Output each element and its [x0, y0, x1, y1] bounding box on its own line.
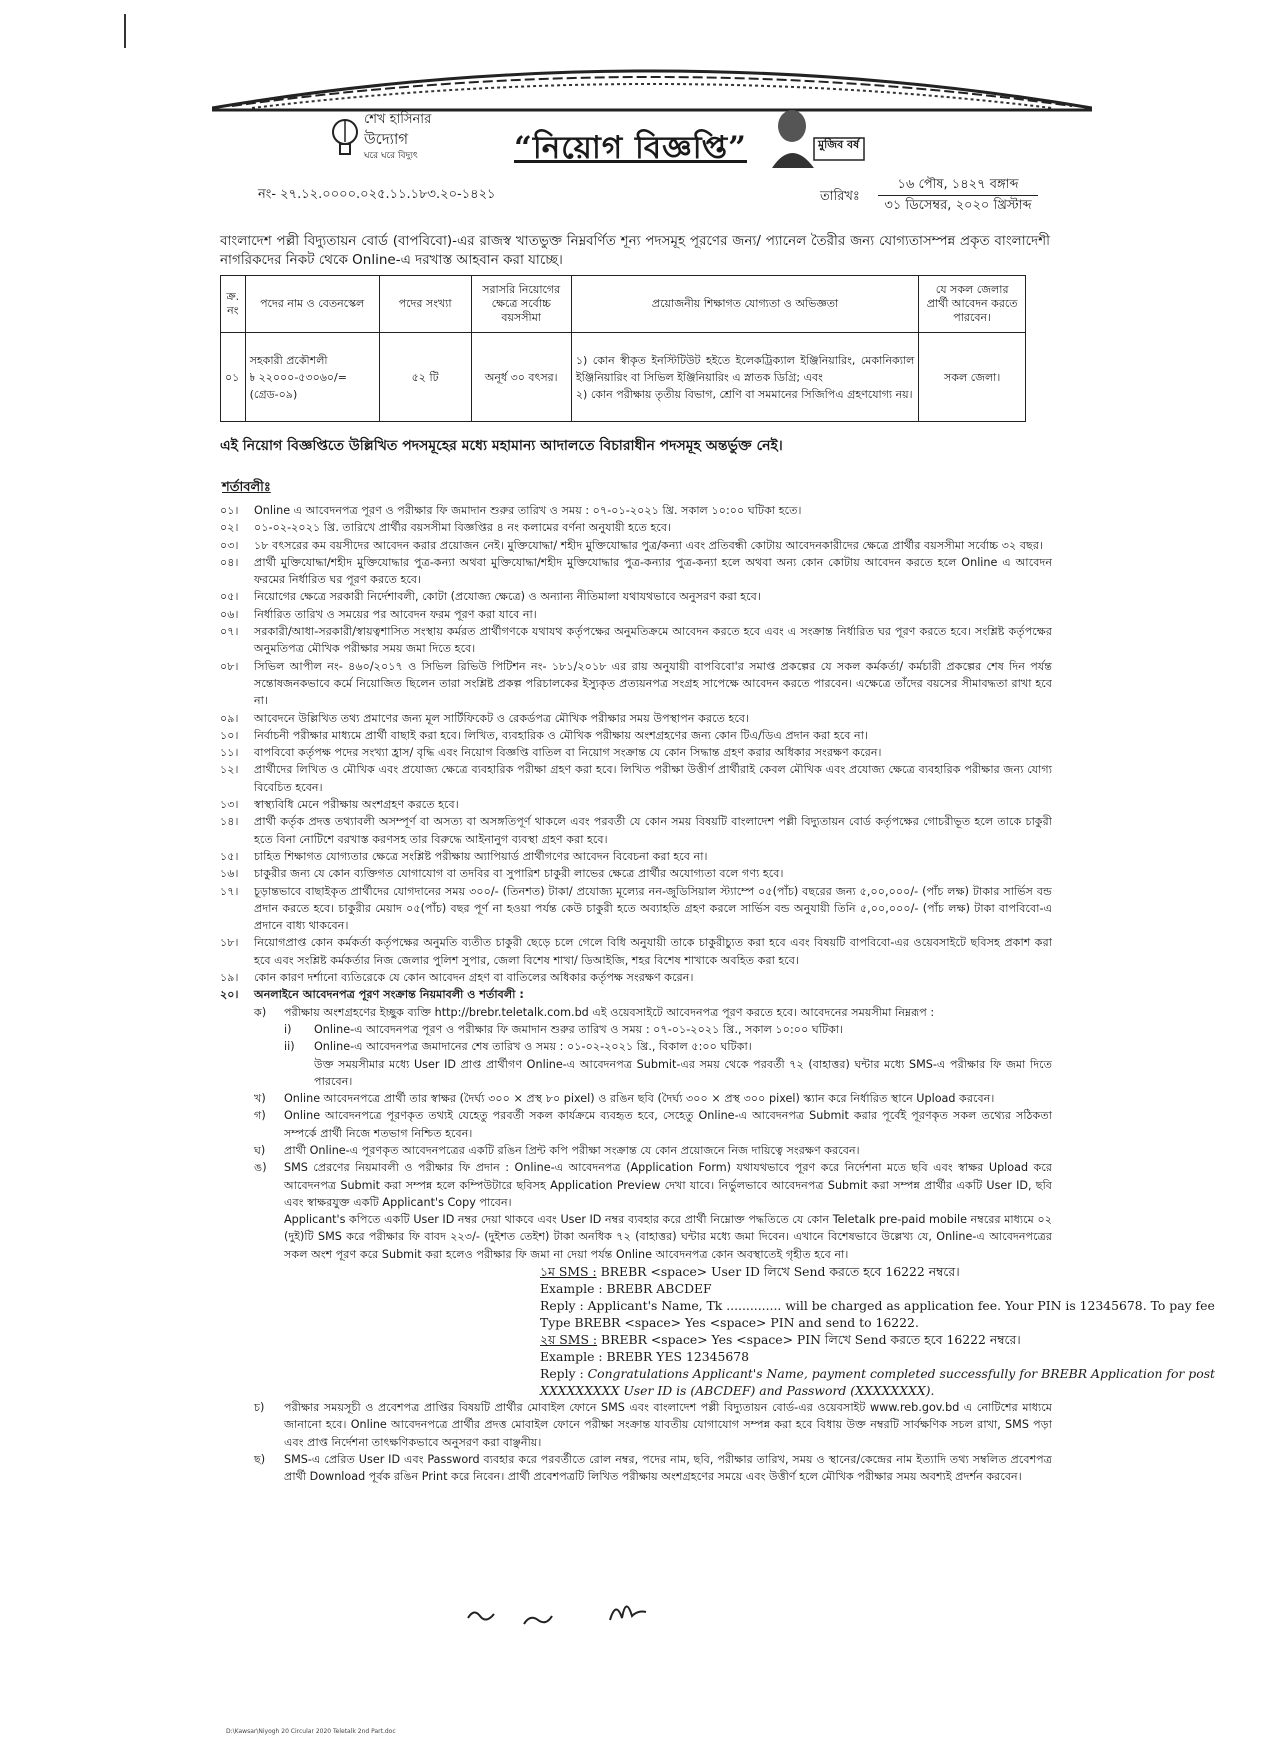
item-number: ii) [284, 1040, 295, 1054]
item-text: নির্ধারিত তারিখ ও সময়ের পর আবেদন ফরম পূরণ করা যাবে না। [254, 607, 537, 621]
logo-text-1: শেখ হাসিনার [364, 112, 432, 127]
col-serial: ক্র. নং [221, 276, 246, 333]
online-rule-ga [254, 1107, 1052, 1142]
sms-2-text: BREBR <space> Yes <space> PIN লিখে Send করতে হবে 16222 নম্বরে। [601, 1332, 1021, 1348]
sms-1-reply: Reply : Applicant's Name, Tk .............. will be charged as application fee. Your PIN is 12345678. To pay fee Type BREBR <space> Yes <space> PIN and send to 16222. [540, 1298, 1215, 1331]
intro-paragraph: বাংলাদেশ পল্লী বিদ্যুতায়ন বোর্ড (বাপবিবো)-এর রাজস্ব খাতভুক্ত নিম্নবর্ণিত শূন্য পদসমূহ পূরণের জন্য/ প্যানেল তৈরীর জন্য যোগ্যতাসম্পন্ন প্রকৃত বাংলাদেশী নাগরিকদের নিকট থেকে Online-এ দরখাস্ত আহবান করা যাচ্ছে। [220, 233, 1050, 268]
logo-text-3: ঘরে ঘরে বিদ্যুৎ [364, 151, 418, 161]
list-item [220, 502, 1052, 519]
list-item [220, 727, 1052, 744]
cell-age-limit: অনূর্ধ ৩০ বৎসর। [471, 333, 571, 422]
item-text: নিয়োগের ক্ষেত্রে সরকারী নির্দেশাবলী, কোটা (প্রযোজ্য ক্ষেত্রে) ও অন্যান্য নীতিমালা যথাযথভাবে অনুসরণ করা হবে। [254, 590, 761, 604]
online-rule-uma-2 [254, 1211, 1052, 1263]
item-text: স্বাস্থ্যবিধি মেনে পরীক্ষায় অংশগ্রহণ করতে হবে। [254, 798, 459, 812]
item-text: Applicant's কপিতে একটি User ID নম্বর দেয়া থাকবে এবং User ID নম্বর ব্যবহার করে প্রার্থী নিম্নোক্ত পদ্ধতিতে যে কোন Teletalk pre-paid mobile নম্বরের মাধ্যমে ০২ (দুই)টি SMS করে পরীক্ষার ফি বাবদ ২২৩/- (দুইশত তেইশ) টাকা অনধিক ৭২ (বাহাত্তর) ঘন্টার মধ্যে জমা দিবেন। এখানে বিশেষভাবে উল্লেখ্য যে, Online-এ আবেদনপত্রের সকল অংশ পূরণ করে Submit করা হলেও পরীক্ষার ফি জমা না দেয়া পর্যন্ত Online আবেদনপত্র কোন অবস্থাতেই গৃহীত হবে না। [284, 1213, 1052, 1261]
sms-2-reply-text: Congratulations Applicant's Name, payment completed successfully for BREBR Application for post XXXXXXXXX User ID is (ABCDEF) and Password (XXXXXXXX). [540, 1366, 1216, 1399]
margin-line [124, 14, 126, 48]
col-post-count: পদের সংখ্যা [379, 276, 471, 333]
item-number: ০১। [220, 504, 239, 517]
header-banner-graphic [212, 44, 1092, 114]
item-number: ০৬। [220, 607, 239, 621]
cell-districts: সকল জেলা। [919, 333, 1026, 422]
item-text: আবেদনে উল্লিখিত তথ্য প্রমাণের জন্য মূল সার্টিফিকেট ও রেকর্ডপত্র মৌখিক পরীক্ষার সময় উপস্থাপন করতে হবে। [254, 711, 750, 725]
conditions-list [220, 502, 1216, 1486]
item-text: চাহিত শিক্ষাগত যোগ্যতার ক্ষেত্রে সংশ্লিষ্ট পরীক্ষায় অ্যাপিয়ার্ড প্রার্থীগণের আবেদন বিবেচনা করা হবে না। [254, 849, 708, 863]
item-number: ০৭। [220, 625, 239, 639]
item-text: ০১-০২-২০২১ খ্রি. তারিখে প্রার্থীর বয়সসীমা বিজ্ঞপ্তির ৪ নং কলামের বর্ণনা অনুযায়ী হতে হবে। [254, 521, 672, 535]
item-number: ১২। [220, 763, 239, 777]
footer-file-path: D:\Kawsar\Niyogh 20 Circular 2020 Teletalk 2nd Part.doc [226, 1728, 396, 1735]
bulb-icon [330, 114, 360, 164]
item-number: ছ) [254, 1452, 266, 1466]
col-districts: যে সকল জেলার প্রার্থী আবেদন করতে পারবেন। [919, 276, 1026, 333]
item-text: নিয়োগপ্রাপ্ত কোন কর্মকর্তা কর্তৃপক্ষের অনুমতি ব্যতীত চাকুরী ছেড়ে চলে গেলে বিধি অনুযায়ী তাকে চাকুরীচ্যুত করা হবে এবং বিষয়টি বাপবিবো-এর ওয়েবসাইটে ছবিসহ প্রকাশ করা হবে এবং সংশ্লিষ্ট কর্মকর্তার নিজ জেলার পুলিশ সুপার, জেলা বিশেষ শাখা/ ডিআইজি, শহর বিশেষ শাখাকে অবহিত করা হবে। [254, 936, 1052, 967]
date-bangla: ১৬ পৌষ, ১৪২৭ বঙ্গাব্দ [878, 175, 1038, 196]
item-number: ০৩। [220, 538, 239, 552]
item-number: ০৪। [220, 555, 239, 569]
list-item [220, 606, 1052, 623]
list-item [220, 554, 1052, 589]
sms-2-line [540, 1331, 1052, 1348]
post-name: সহকারী প্রকৌশলী [249, 353, 328, 367]
item-text: প্রার্থী Online-এ পূরণকৃত আবেদনপত্রের একটি রঙিন প্রিন্ট কপি পরীক্ষা সংক্রান্ত যে কোন প্রয়োজনে নিজ দায়িত্বে সংরক্ষণ করবেন। [284, 1143, 860, 1157]
item-text: প্রার্থী মুক্তিযোদ্ধা/শহীদ মুক্তিযোদ্ধার পুত্র-কন্যা অথবা মুক্তিযোদ্ধা/শহীদ মুক্তিযোদ্ধার পুত্র-কন্যার পুত্র-কন্যা হলে অথবা অন্য কোন কোটায় আবেদন করতে হলে Online এ আবেদন ফরমের নির্ধারিত ঘর পূরণ করতে হবে। [254, 555, 1052, 587]
sms-2-label: ২য় SMS : [540, 1332, 598, 1348]
list-item [220, 883, 1052, 935]
item-text: ১৮ বৎসরের কম বয়সীদের আবেদন করার প্রয়োজন নেই। মুক্তিযোদ্ধা/ শহীদ মুক্তিযোদ্ধার পুত্র/কন্যা এবং প্রতিবন্ধী কোটায় আবেদনকারীদের ক্ষেত্রে প্রার্থীর বয়সসীমা সর্বোচ্চ ৩২ বছর। [254, 538, 1043, 552]
list-item [220, 934, 1052, 969]
item-text: চাকুরীর জন্য যে কোন ব্যক্তিগত যোগাযোগ বা তদবির বা সুপারিশ চাকুরী লাভের ক্ষেত্রে প্রার্থীর অযোগ্যতা বলে গণ্য হবে। [254, 867, 784, 881]
item-text: Online এ আবেদনপত্র পূরণ ও পরীক্ষার ফি জমাদান শুরুর তারিখ ও সময় : ০৭-০১-২০২১ খ্রি. সকাল ১০:০০ ঘটিকা হতে। [254, 504, 802, 517]
item-text: পরীক্ষায় অংশগ্রহণের ইচ্ছুক ব্যক্তি http://brebr.teletalk.com.bd এই ওয়েবসাইটে আবেদনপত্র পূরণ করতে হবে। আবেদনের সময়সীমা নিম্নরূপ : [284, 1005, 935, 1019]
item-text: SMS প্রেরণের নিয়মাবলী ও পরীক্ষার ফি প্রদান : Online-এ আবেদনপত্র (Application Form) যথাযথভাবে পূরণ করে নির্দেশনা মতে ছবি এবং স্বাক্ষর Upload করে আবেদনপত্র Submit করা সম্পন্ন হলে কম্পিউটারে ছবিসহ Application Preview দেখা যাবে। নির্ভুলভাবে আবেদনপত্র Submit করা সম্পন্ন প্রার্থীর একটি User ID, ছবি এবং স্বাক্ষরযুক্ত একটি Applicant's Copy পাবেন। [284, 1161, 1052, 1209]
cell-qualification [571, 333, 918, 422]
item-text: Online আবেদনপত্রে পূরণকৃত তথ্যই যেহেতু পরবর্তী সকল কার্যক্রমে ব্যবহৃত হবে, সেহেতু Online-এ আবেদনপত্র Submit করার পূর্বেই পূরণকৃত সকল তথ্যের সঠিকতা সম্পর্কে প্রার্থী নিজে শতভাগ নিশ্চিত হবেন। [284, 1109, 1052, 1140]
sms-2-reply-label: Reply : [540, 1366, 584, 1382]
portrait-caption: মুজিব বর্ষ [818, 138, 860, 151]
online-rule-uma [254, 1159, 1052, 1211]
col-age-limit: সরাসরি নিয়োগের ক্ষেত্রে সর্বোচ্চ বয়সসীমা [471, 276, 571, 333]
item-number: ১৬। [220, 867, 239, 881]
grade: (গ্রেড-০৯) [249, 387, 298, 401]
list-item [220, 761, 1052, 796]
item-number: ১১। [220, 746, 239, 760]
sms-2-example: Example : BREBR YES 12345678 [540, 1349, 750, 1365]
item-number: ১৯। [220, 971, 239, 985]
item-text: বাপবিবো কর্তৃপক্ষ পদের সংখ্যা হ্রাস/ বৃদ্ধি এবং নিয়োগ বিজ্ঞপ্তি বাতিল বা নিয়োগ সংক্রান্ত যে কোন সিদ্ধান্ত গ্রহণ করার অধিকার সংরক্ষণ করেন। [254, 746, 882, 760]
item-number: চ) [254, 1401, 265, 1415]
item-number: i) [284, 1022, 292, 1036]
item-number: ১৪। [220, 815, 239, 829]
cell-post-name [245, 333, 379, 422]
online-rule-cha [254, 1399, 1052, 1451]
item-number: ক) [254, 1005, 267, 1019]
item-number: ২০। [220, 988, 239, 1002]
online-rule-gha [254, 1142, 1052, 1159]
table-header-row [221, 276, 1026, 333]
item-text: সিভিল আপীল নং- ৪৬০/২০১৭ ও সিভিল রিভিউ পিটিশন নং- ১৮১/২০১৮ এর রায় অনুযায়ী বাপবিবো'র সমাপ্ত প্রকল্পের যে সকল কর্মকর্তা/ কর্মচারী প্রকল্পের শেষ দিন পর্যন্ত সন্তোষজনকভাবে কর্মে নিয়োজিত ছিলেন তারা সংশ্লিষ্ট প্রকল্প পরিচালকের ইস্যুকৃত প্রত্যয়নপত্র সংগ্রহ সাপেক্ষে আবেদন করতে পারবেন। এক্ষেত্রে তাঁদের বয়সের সীমাবদ্ধতা রাখা হবে না। [254, 659, 1052, 708]
item-text: Online আবেদনপত্রে প্রার্থী তার স্বাক্ষর (দৈর্ঘ্য ৩০০ × প্রস্থ ৮০ pixel) ও রঙিন ছবি (দৈর্ঘ্য ৩০০ × প্রস্থ ৩০০ pixel) স্ক্যান করে নির্ধারিত স্থানে Upload করবেন। [284, 1092, 995, 1106]
online-rule-ii [284, 1038, 1052, 1055]
list-item [220, 588, 1052, 605]
item-number: খ) [254, 1092, 266, 1106]
cell-post-count: ৫২ টি [379, 333, 471, 422]
pay-scale: ৳ ২২০০০-৫৩০৬০/= [249, 370, 347, 384]
item-number: ঘ) [254, 1143, 266, 1157]
item-text: SMS-এ প্রেরিত User ID এবং Password ব্যবহার করে পরবর্তীতে রোল নম্বর, পদের নাম, ছবি, পরীক্ষার তারিখ, সময় ও স্থানের/কেন্দ্রের নাম ইত্যাদি তথ্য সম্বলিত প্রবেশপত্র প্রার্থী Download পূর্বক রঙিন Print করে নিবেন। প্রার্থী প্রবেশপত্রটি লিখিত পরীক্ষায় অংশগ্রহণের সময়ে এবং উত্তীর্ণ হলে মৌখিক পরীক্ষার সময় অবশ্যই প্রদর্শন করবেন। [284, 1452, 1052, 1484]
item-number: ঙ) [254, 1161, 267, 1175]
list-item [220, 813, 1052, 848]
list-item [220, 537, 1052, 554]
col-qualification: প্রয়োজনীয় শিক্ষাগত যোগ্যতা ও অভিজ্ঞতা [571, 276, 918, 333]
item-number: ১০। [220, 728, 239, 742]
online-rule-chha [254, 1451, 1052, 1486]
sms-1-example: Example : BREBR ABCDEF [540, 1281, 712, 1297]
qualification-1: ১) কোন স্বীকৃত ইনস্টিটিউট হইতে ইলেকট্রিক্যাল ইঞ্জিনিয়ারিং, মেকানিক্যাল ইঞ্জিনিয়ারিং বা সিভিল ইঞ্জিনিয়ারিং এ স্নাতক ডিগ্রি; এবং [575, 353, 915, 384]
sms-1-line [540, 1263, 1052, 1280]
item-number: ১৮। [220, 936, 239, 950]
sms-1-text: BREBR <space> User ID লিখে Send করতে হবে 16222 নম্বরে। [600, 1264, 960, 1280]
list-item [220, 865, 1052, 882]
item-text: প্রার্থী কর্তৃক প্রদত্ত তথ্যাবলী অসম্পূর্ণ বা অসত্য বা অসঙ্গতিপূর্ণ থাকলে এবং পরবর্তী যে কোন সময় বিষয়টি বাংলাদেশ পল্লী বিদ্যুতায়ন বোর্ড কর্তৃপক্ষের গোচরীভূত হলে তাকে চাকুরী হতে বিনা নোটিশে বরখাস্ত করণসহ তার বিরুদ্ধে আইনানুগ ব্যবস্থা গ্রহণ করা হবে। [254, 815, 1052, 846]
item-number: ০৫। [220, 590, 239, 604]
initials-signatures [460, 1590, 660, 1640]
item-number: ০৮। [220, 659, 239, 673]
item-text: চূড়ান্তভাবে বাছাইকৃত প্রার্থীদের যোগদানের সময় ৩০০/- (তিনশত) টাকা/ প্রযোজ্য মূল্যের নন-জুডিসিয়াল স্ট্যাম্পে ০৫(পাঁচ) বছরের জন্য ৫,০০,০০০/- (পাঁচ লক্ষ) টাকার সার্ভিস বন্ড প্রদান করতে হবে। চাকুরীর মেয়াদ ০৫(পাঁচ) বছর পূর্ণ না হওয়া পর্যন্ত কেউ চাকুরী হতে অব্যাহতি গ্রহণ করলে সার্ভিস বন্ড অনুযায়ী তিনি ৫,০০,০০০/- (পাঁচ লক্ষ) টাকা বাপবিবো-এ প্রদানে বাধ্য থাকবেন। [254, 884, 1052, 933]
item-number: ১৩। [220, 798, 239, 812]
list-item [220, 744, 1052, 761]
conditions-heading: শর্তাবলীঃ [222, 480, 271, 495]
list-item [220, 986, 1052, 1003]
online-rule-i [284, 1021, 1052, 1038]
list-item [220, 710, 1052, 727]
item-text: অনলাইনে আবেদনপত্র পূরণ সংক্রান্ত নিয়মাবলী ও শর্তাবলী : [254, 988, 524, 1002]
online-rule-kha [254, 1090, 1052, 1107]
item-number: ০২। [220, 521, 239, 535]
item-number: গ) [254, 1109, 266, 1123]
list-item [220, 623, 1052, 658]
date-label: তারিখঃ [820, 189, 860, 204]
court-note: এই নিয়োগ বিজ্ঞপ্তিতে উল্লিখিত পদসমূহের মধ্যে মহামান্য আদালতে বিচারাধীন পদসমূহ অন্তর্ভুক্ত নেই। [220, 438, 783, 454]
header [220, 110, 1060, 180]
item-text: পরীক্ষার সময়সূচী ও প্রবেশপত্র প্রাপ্তির বিষয়টি প্রার্থীর মোবাইল ফোনে SMS এবং বাংলাদেশ পল্লী বিদ্যুতায়ন বোর্ড-এর ওয়েবসাইট www.reb.gov.bd এ নোটিশের মাধ্যমে জানানো হবে। Online আবেদনপত্রে প্রার্থীর প্রদত্ত মোবাইল ফোনে পরীক্ষা সংক্রান্ত যাবতীয় যোগাযোগ সম্পন্ন করা হবে বিধায় উক্ত নম্বরটি সার্বক্ষণিক সচল রাখা, SMS পড়া এবং প্রাপ্ত নির্দেশনা তাৎক্ষণিকভাবে অনুসরণ করা বাঞ্ছনীয়। [284, 1401, 1052, 1449]
item-text: Online-এ আবেদনপত্র জমাদানের শেষ তারিখ ও সময় : ০১-০২-২০২১ খ্রি., বিকাল ৫:০০ ঘটিকা। [314, 1040, 752, 1054]
sms-2-reply [540, 1365, 1240, 1399]
qualification-2: ২) কোন পরীক্ষায় তৃতীয় বিভাগ, শ্রেণি বা সমমানের সিজিপিএ গ্রহণযোগ্য নয়। [575, 387, 913, 401]
page-title: “নিয়োগ বিজ্ঞপ্তি” [514, 130, 747, 166]
item-text: Online-এ আবেদনপত্র পূরণ ও পরীক্ষার ফি জমাদান শুরুর তারিখ ও সময় : ০৭-০১-২০২১ খ্রি., সকাল ১০:০০ ঘটিকা। [314, 1022, 844, 1036]
list-item [220, 848, 1052, 865]
item-number [254, 1211, 284, 1263]
list-item [220, 969, 1052, 986]
item-number: ১৭। [220, 884, 239, 898]
sheikh-hasina-initiative-logo [330, 110, 480, 170]
list-item [220, 519, 1052, 536]
item-text: প্রার্থীদের লিখিত ও মৌখিক এবং প্রযোজ্য ক্ষেত্রে ব্যবহারিক পরীক্ষা গ্রহণ করা হবে। লিখিত পরীক্ষা উত্তীর্ণ প্রার্থীরাই কেবল মৌখিক এবং প্রযোজ্য ক্ষেত্রে ব্যবহারিক পরীক্ষার জন্য যোগ্য বিবেচিত হবেন। [254, 763, 1052, 794]
date-box [878, 175, 1038, 216]
online-rule-ii-note: উক্ত সময়সীমার মধ্যে User ID প্রাপ্ত প্রার্থীগণ Online-এ আবেদনপত্র Submit-এর সময় থেকে পরবর্তী ৭২ (বাহাত্তর) ঘন্টার মধ্যে SMS-এ পরীক্ষার ফি জমা দিতে পারবেন। [314, 1057, 1052, 1088]
cell-serial: ০১ [221, 333, 246, 422]
item-number: ১৫। [220, 849, 239, 863]
col-post-name: পদের নাম ও বেতনস্কেল [245, 276, 379, 333]
logo-text-2: উদ্যোগ [364, 130, 409, 148]
list-item [220, 658, 1052, 710]
item-number: ০৯। [220, 711, 239, 725]
date-english: ৩১ ডিসেম্বর, ২০২০ খ্রিস্টাব্দ [884, 198, 1032, 213]
posts-table [220, 275, 1026, 422]
table-row [221, 333, 1026, 422]
list-item [220, 796, 1052, 813]
item-text: কোন কারণ দর্শানো ব্যতিরেকে যে কোন আবেদন গ্রহণ বা বাতিলের অধিকার কর্তৃপক্ষ সংরক্ষণ করেন। [254, 971, 694, 985]
memo-number: নং- ২৭.১২.০০০০.০২৫.১১.১৮৩.২০-১৪২১ [258, 187, 496, 202]
item-text: সরকারী/আধা-সরকারী/স্বায়ত্বশাসিত সংস্থায় কর্মরত প্রার্থীগণকে যথাযথ কর্তৃপক্ষের অনুমতিক্রমে আবেদন করতে হবে এবং এ সংক্রান্ত নির্ধারিত ঘর পূরণ করতে হবে। সংশ্লিষ্ট কর্তৃপক্ষের অনুমতিপত্র মৌখিক পরীক্ষার সময় জমা দিতে হবে। [254, 625, 1052, 656]
online-rule-ka [254, 1004, 1052, 1021]
memo-row [258, 175, 1048, 235]
item-text: নির্বাচনী পরীক্ষার মাধ্যমে প্রার্থী বাছাই করা হবে। লিখিত, ব্যবহারিক ও মৌখিক পরীক্ষায় অংশগ্রহণের জন্য কোন টিএ/ডিএ প্রদান করা হবে না। [254, 728, 868, 742]
sms-1-label: ১ম SMS : [540, 1264, 597, 1280]
